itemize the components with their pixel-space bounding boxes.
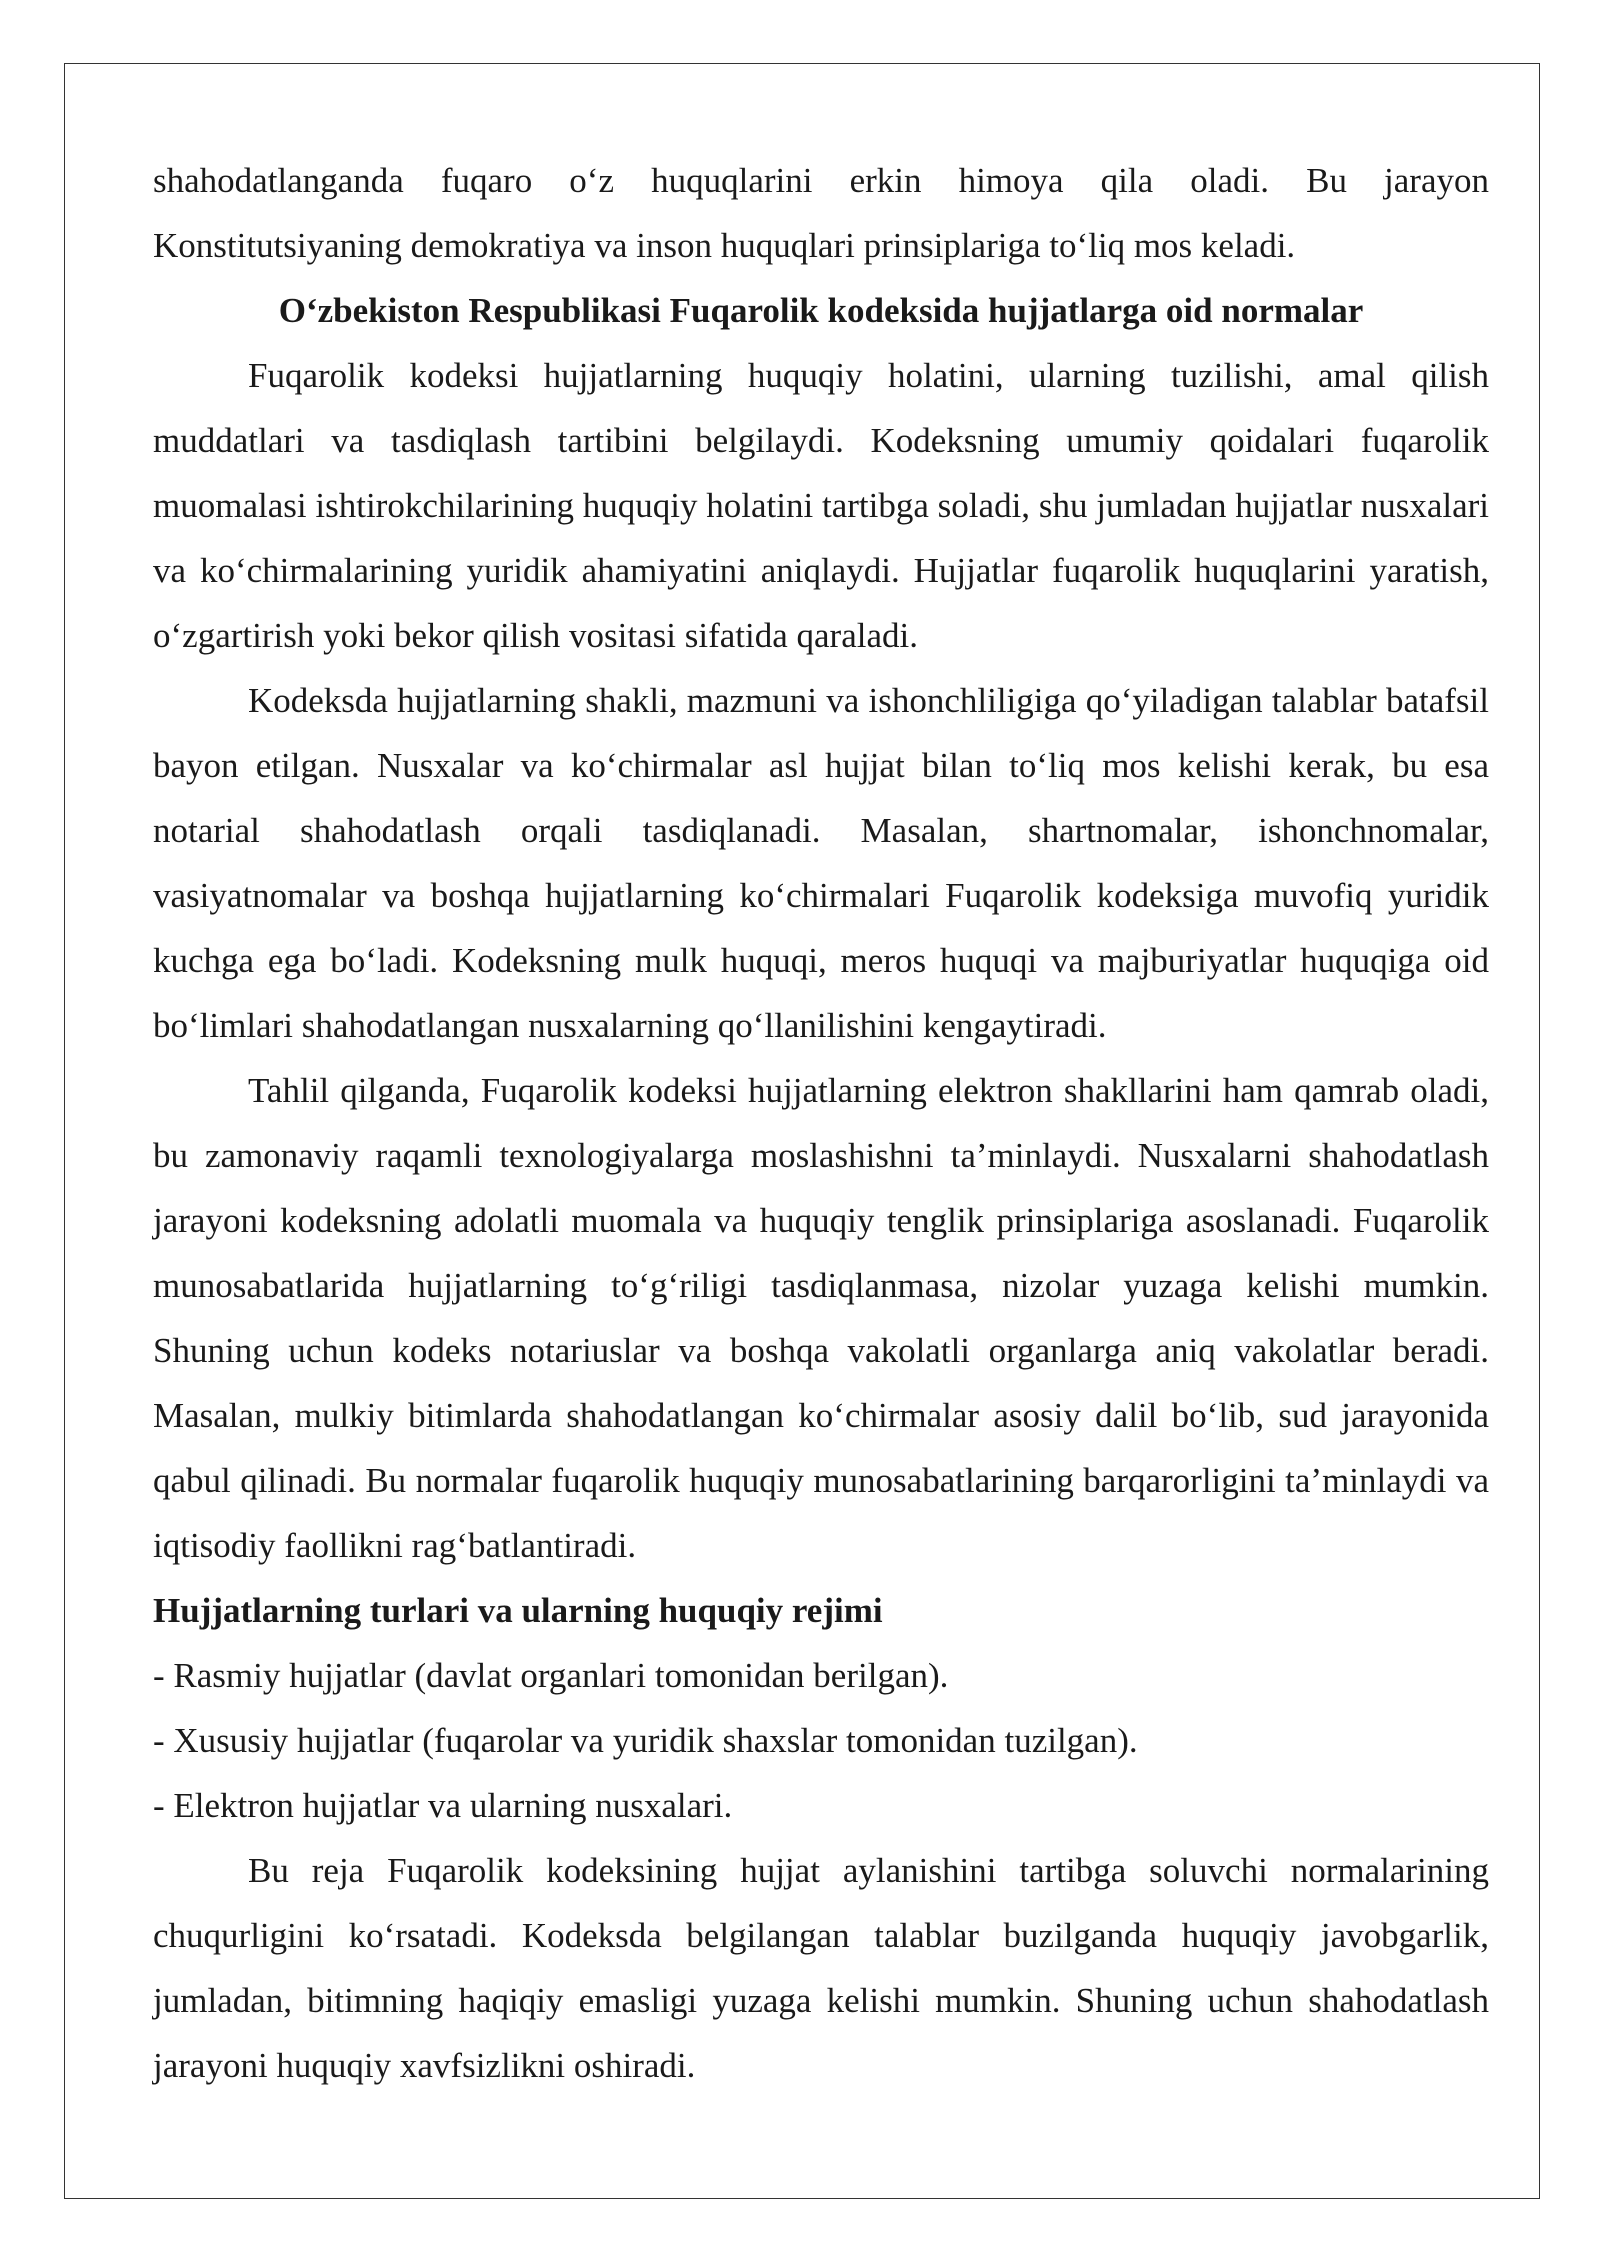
paragraph: Kodeksda hujjatlarning shakli, mazmuni va ishonchliligiga qo‘yiladigan talablar batafsil bayon etilgan. Nusxalar va ko‘chirmalar asl hujjat bilan to‘liq mos kelishi kerak, bu esa notarial shahodatlash orqali tasdiqlanadi. Masalan, shartnomalar, ishonchnomalar, vasiyatnomalar va boshqa hujjatlarning ko‘chirmalari Fuqarolik kodeksiga muvofiq yuridik kuchga ega bo‘ladi. Kodeksning mulk huquqi, meros huquqi va majburiyatlar huquqiga oid bo‘limlari shahodatlangan nusxalarning qo‘llanilishini kengaytiradi. — [153, 681, 1489, 1045]
paragraph: Fuqarolik kodeksi hujjatlarning huquqiy holatini, ularning tuzilishi, amal qilish muddatlari va tasdiqlash tartibini belgilaydi. Kodeksning umumiy qoidalari fuqarolik muomalasi ishtirokchilarining huquqiy holatini tartibga soladi, shu jumladan hujjatlar nusxalari va ko‘chirmalarining yuridik ahamiyatini aniqlaydi. Hujjatlar fuqarolik huquqlarini yaratish, o‘zgartirish yoki bekor qilish vositasi sifatida qaraladi. — [153, 356, 1489, 655]
subsection-heading: Hujjatlarning turlari va ularning huquqiy rejimi — [153, 1591, 883, 1630]
document-types-list — [153, 1643, 1489, 1838]
list-item: - Rasmiy hujjatlar (davlat organlari tomonidan berilgan). — [153, 1656, 949, 1695]
list-item: - Xususiy hujjatlar (fuqarolar va yuridik shaxslar tomonidan tuzilgan). — [153, 1721, 1138, 1760]
section-heading: O‘zbekiston Respublikasi Fuqarolik kodeksida hujjatlarga oid normalar — [278, 291, 1364, 330]
closing-paragraph: Bu reja Fuqarolik kodeksining hujjat aylanishini tartibga soluvchi normalarining chuqurligini ko‘rsatadi. Kodeksda belgilangan talablar buzilganda huquqiy javobgarlik, jumladan, bitimning haqiqiy emasligi yuzaga kelishi mumkin. Shuning uchun shahodatlash jarayoni huquqiy xavfsizlikni oshiradi. — [153, 1851, 1489, 2085]
intro-paragraph: shahodatlanganda fuqaro o‘z huquqlarini erkin himoya qila oladi. Bu jarayon Konstitutsiyaning demokratiya va inson huquqlari prinsiplariga to‘liq mos keladi. — [153, 161, 1489, 265]
paragraph: Tahlil qilganda, Fuqarolik kodeksi hujjatlarning elektron shakllarini ham qamrab oladi, bu zamonaviy raqamli texnologiyalarga moslashishni ta’minlaydi. Nusxalarni shahodatlash jarayoni kodeksning adolatli muomala va huquqiy tenglik prinsiplariga asoslanadi. Fuqarolik munosabatlarida hujjatlarning to‘g‘riligi tasdiqlanmasa, nizolar yuzaga kelishi mumkin. Shuning uchun kodeks notariuslar va boshqa vakolatli organlarga aniq vakolatlar beradi. Masalan, mulkiy bitimlarda shahodatlangan ko‘chirmalar asosiy dalil bo‘lib, sud jarayonida qabul qilinadi. Bu normalar fuqarolik huquqiy munosabatlarining barqarorligini ta’minlaydi va iqtisodiy faollikni rag‘batlantiradi. — [153, 1071, 1489, 1565]
list-item: - Elektron hujjatlar va ularning nusxalari. — [153, 1786, 733, 1825]
document-body — [153, 148, 1489, 2098]
